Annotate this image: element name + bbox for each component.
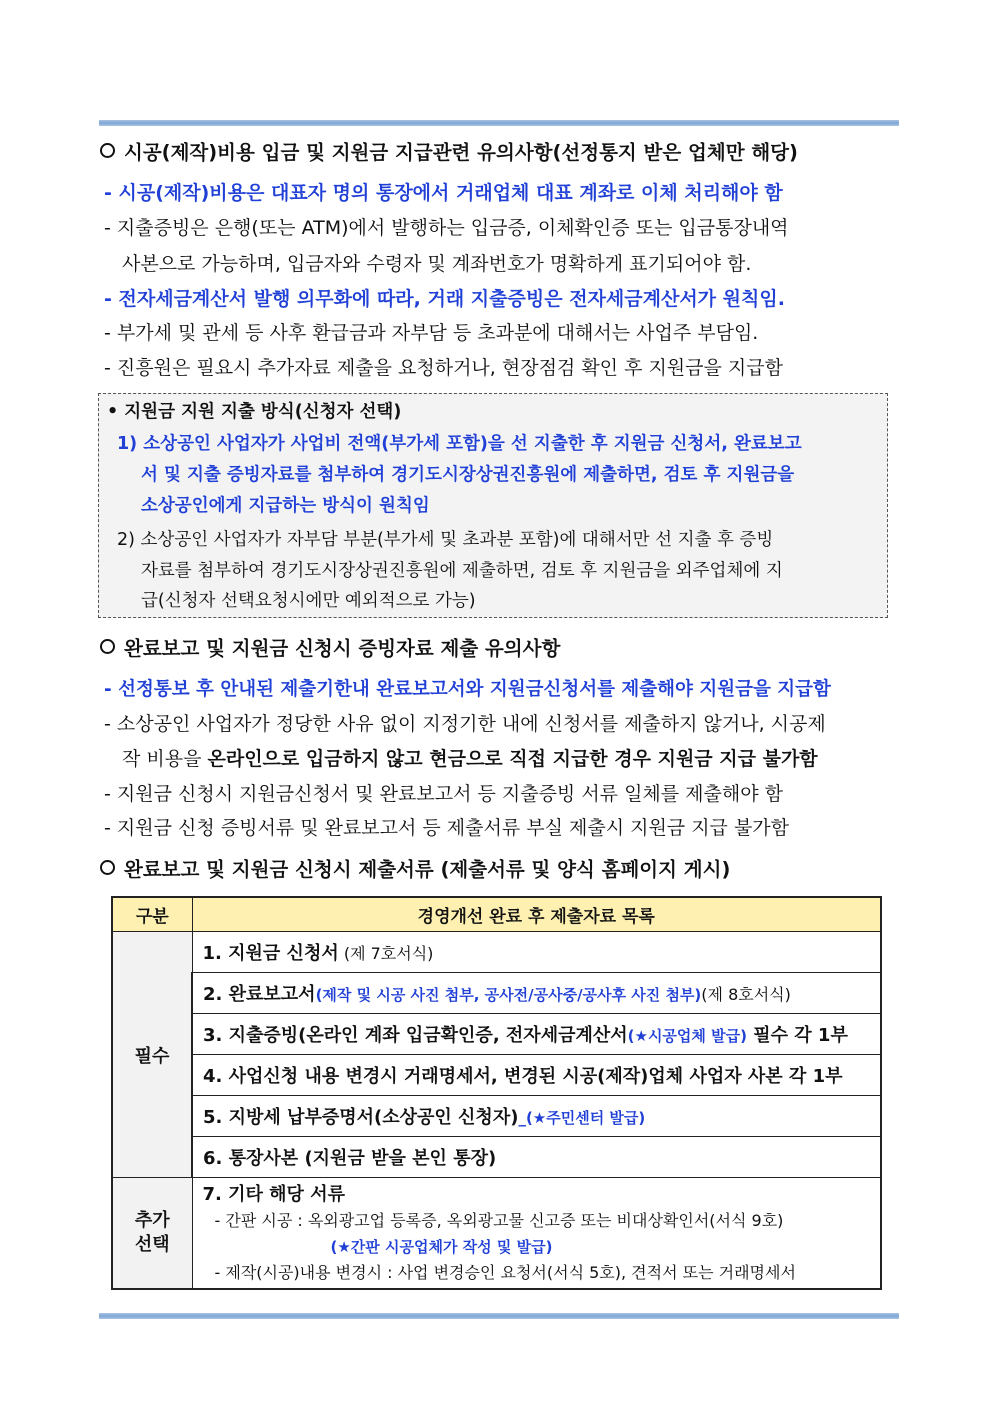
table-row — [112, 1178, 881, 1290]
table-row — [112, 973, 881, 1014]
section1-bullet-5: - 진흥원은 필요시 추가자료 제출을 요청하거나, 현장점검 확인 후 지원금을 지급함 — [104, 357, 783, 379]
doc-row-6: 6. 통장사본 (지원금 받을 본인 통장) — [192, 1137, 881, 1178]
documents-table — [111, 896, 882, 1290]
doc-row-3: 3. 지출증빙(온라인 계좌 입금확인증, 전자세금계산서(★시공업체 발급) 필수 각 1부 — [192, 1014, 881, 1055]
doc-row-7-sub1-note: (★간판 시공업체가 작성 및 발급) — [330, 1238, 553, 1256]
doc-row-1: 1. 지원금 신청서 (제 7호서식) — [192, 932, 881, 973]
doc-row-2: 2. 완료보고서(제작 및 시공 사진 첨부, 공사전/공사중/공사후 사진 첨부)(제 8호서식) — [192, 973, 881, 1014]
required-category-cell: 필수 — [112, 932, 192, 1178]
section2-heading: 완료보고 및 지원금 신청시 증빙자료 제출 유의사항 — [100, 634, 900, 664]
table-header-row — [112, 897, 881, 932]
table-row — [112, 1137, 881, 1178]
section1-bullet-4: - 부가세 및 관세 등 사후 환급금과 자부담 등 초과분에 대해서는 사업주 부담임. — [104, 322, 759, 344]
extra-category-cell: 추가 선택 — [112, 1178, 192, 1290]
top-rule — [99, 120, 899, 126]
section2-bullet-4: - 지원금 신청 증빙서류 및 완료보고서 등 제출서류 부실 제출시 지원금 지급 불가함 — [104, 817, 790, 839]
notebox-item2-line3: 급(신청자 선택요청시에만 예외적으로 가능) — [141, 591, 476, 611]
section1-heading: 시공(제작)비용 입금 및 지원금 지급관련 유의사항(선정통지 받은 업체만 해당) — [100, 138, 900, 168]
section3-heading: 완료보고 및 지원금 신청시 제출서류 (제출서류 및 양식 홈페이지 게시) — [100, 855, 900, 885]
notebox-item1-line3: 소상공인에게 지급하는 방식이 원칙임 — [141, 496, 430, 516]
section2-bullet-2b: 작 비용을 온라인으로 입금하지 않고 현금으로 직접 지급한 경우 지원금 지급 불가함 — [122, 748, 818, 770]
section1-bullet-1: - 시공(제작)비용은 대표자 명의 통장에서 거래업체 대표 계좌로 이체 처리해야 함 — [104, 182, 783, 204]
table-row — [112, 1055, 881, 1096]
doc-row-7 — [192, 1178, 881, 1290]
doc-row-7-sub1: - 간판 시공 : 옥외광고업 등록증, 옥외광고물 신고증 또는 비대상확인서(서식 9호) — [214, 1211, 784, 1230]
section1-bullet-2b: 사본으로 가능하며, 입금자와 수령자 및 계좌번호가 명확하게 표기되어야 함. — [122, 253, 752, 275]
notebox-item2-line1: 2) 소상공인 사업자가 자부담 부분(부가세 및 초과분 포함)에 대해서만 선 지출 후 증빙 — [117, 530, 774, 550]
table-header-list: 경영개선 완료 후 제출자료 목록 — [192, 897, 881, 932]
section2-bullet-3: - 지원금 신청시 지원금신청서 및 완료보고서 등 지출증빙 서류 일체를 제출해야 함 — [104, 783, 783, 805]
bottom-rule — [99, 1313, 899, 1319]
notebox-item2-line2: 자료를 첨부하여 경기도시장상권진흥원에 제출하면, 검토 후 지원금을 외주업체에 지 — [141, 561, 783, 581]
notebox-item1-line1: 1) 소상공인 사업자가 사업비 전액(부가세 포함)을 선 지출한 후 지원금 신청서, 완료보고 — [117, 434, 802, 454]
section1-bullet-2a: - 지출증빙은 은행(또는 ATM)에서 발행하는 입금증, 이체확인증 또는 입금통장내역 — [104, 217, 789, 239]
table-row — [112, 1096, 881, 1137]
section1-bullet-3: - 전자세금계산서 발행 의무화에 따라, 거래 지출증빙은 전자세금계산서가 원칙임. — [104, 288, 785, 310]
doc-row-4: 4. 사업신청 내용 변경시 거래명세서, 변경된 시공(제작)업체 사업자 사본 각 1부 — [192, 1055, 881, 1096]
doc-row-7-title: 7. 기타 해당 서류 — [202, 1184, 345, 1205]
section2-bullet-2a: - 소상공인 사업자가 정당한 사유 없이 지정기한 내에 신청서를 제출하지 않거나, 시공제 — [104, 713, 826, 735]
doc-row-7-sub2: - 제작(시공)내용 변경시 : 사업 변경승인 요청서(서식 5호), 견적서 또는 거래명세서 — [214, 1263, 796, 1282]
circle-bullet-icon — [100, 860, 115, 875]
notebox-item1-line2: 서 및 지출 증빙자료를 첨부하여 경기도시장상권진흥원에 제출하면, 검토 후 지원금을 — [141, 465, 795, 485]
table-row — [112, 932, 881, 973]
table-row — [112, 1014, 881, 1055]
notebox-title: • 지원금 지원 지출 방식(신청자 선택) — [107, 402, 402, 422]
circle-bullet-icon — [100, 143, 115, 158]
doc-row-5: 5. 지방세 납부증명서(소상공인 신청자)_(★주민센터 발급) — [192, 1096, 881, 1137]
table-header-category: 구분 — [112, 897, 192, 932]
circle-bullet-icon — [100, 639, 115, 654]
payment-method-notebox — [98, 393, 888, 618]
section2-bullet-1: - 선정통보 후 안내된 제출기한내 완료보고서와 지원금신청서를 제출해야 지원금을 지급함 — [104, 679, 831, 700]
